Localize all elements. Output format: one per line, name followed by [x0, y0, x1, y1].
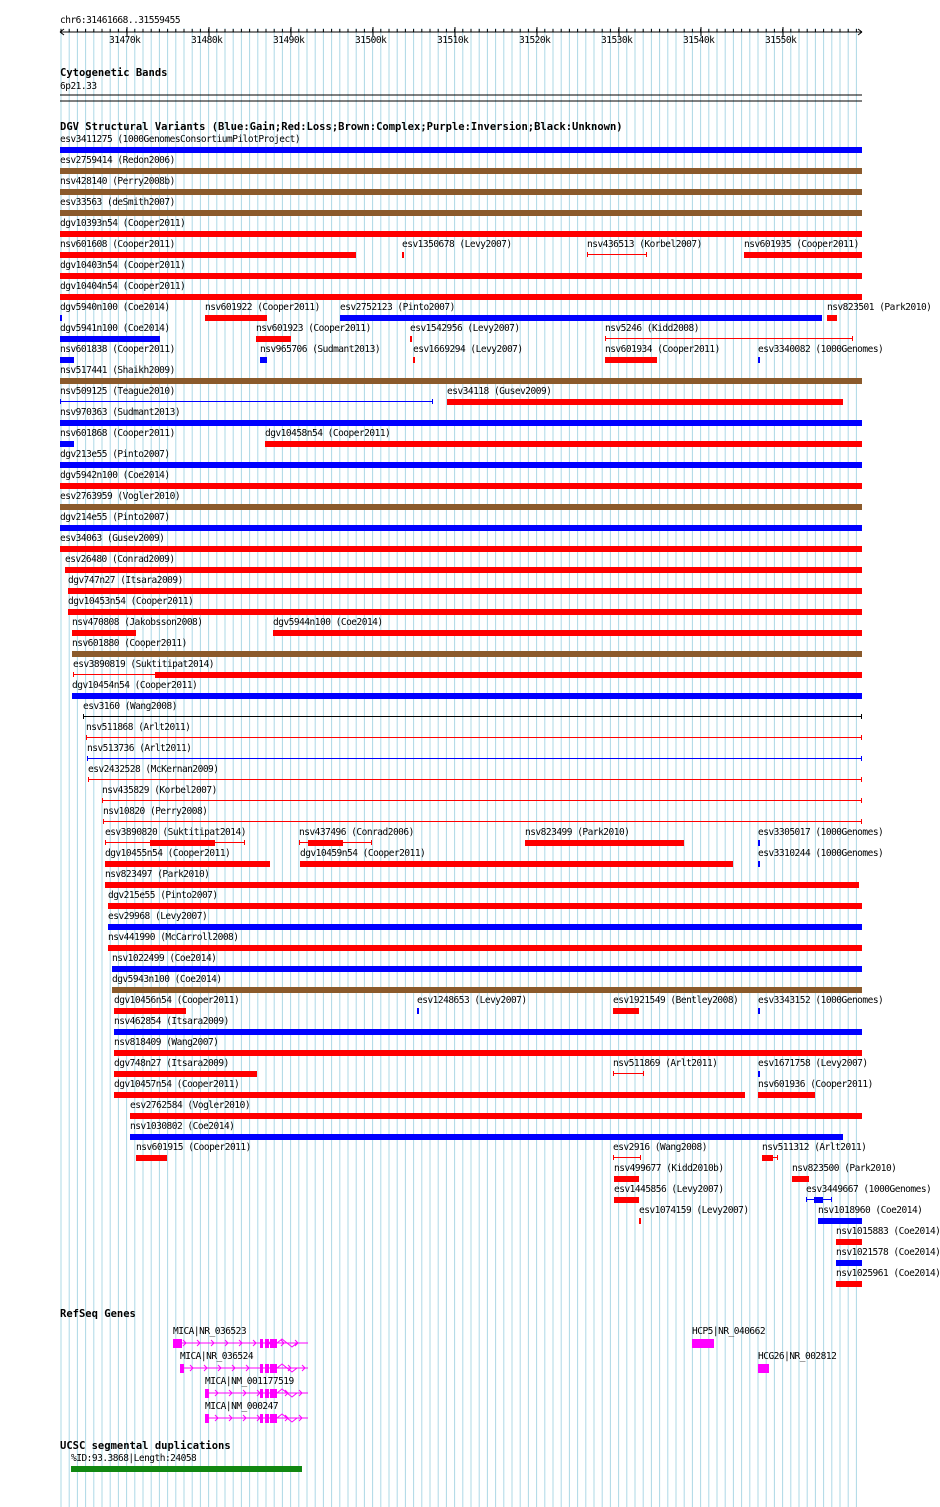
variant-end-cap: [613, 1071, 614, 1076]
variant-feature[interactable]: [836, 1281, 862, 1287]
ruler-tick-label: 31500k: [355, 35, 387, 46]
ruler-tick-label: 31520k: [519, 35, 551, 46]
variant-feature[interactable]: [114, 1050, 862, 1056]
gene-exon[interactable]: [265, 1364, 269, 1373]
variant-feature[interactable]: [72, 630, 136, 636]
variant-feature[interactable]: [60, 273, 862, 279]
variant-feature[interactable]: [613, 1157, 641, 1158]
gene-intron: [205, 1388, 312, 1398]
variant-label: nsv601923 (Cooper2011): [256, 323, 371, 334]
variant-feature[interactable]: [72, 693, 862, 699]
variant-label: esv1350678 (Levy2007): [402, 239, 512, 250]
variant-feature[interactable]: [87, 758, 862, 759]
variant-feature[interactable]: [413, 357, 415, 363]
variant-feature[interactable]: [68, 588, 862, 594]
variant-label: nsv601880 (Cooper2011): [72, 638, 187, 649]
variant-feature[interactable]: [114, 1092, 745, 1098]
variant-end-cap: [861, 819, 862, 824]
variant-label: nsv435829 (Korbel2007): [102, 785, 217, 796]
variant-label: nsv601608 (Cooper2011): [60, 239, 175, 250]
gene-label: MICA|NR_036524: [180, 1351, 254, 1362]
variant-label: nsv601838 (Cooper2011): [60, 344, 175, 355]
variant-label: dgv10454n54 (Cooper2011): [72, 680, 198, 691]
gene-exon[interactable]: [180, 1364, 184, 1373]
variant-label: nsv511869 (Arlt2011): [613, 1058, 718, 1069]
variant-label: esv1921549 (Bentley2008): [613, 995, 739, 1006]
variant-label: nsv965706 (Sudmant2013): [260, 344, 381, 355]
variant-feature[interactable]: [758, 1071, 760, 1077]
variant-feature[interactable]: [136, 1155, 167, 1161]
variant-label: dgv747n27 (Itsara2009): [68, 575, 183, 586]
gene-exon[interactable]: [270, 1414, 277, 1423]
variant-label: nsv513736 (Arlt2011): [87, 743, 192, 754]
variant-feature[interactable]: [65, 567, 862, 573]
variant-label: dgv748n27 (Itsara2009): [114, 1058, 229, 1069]
variant-end-cap: [88, 777, 89, 782]
variant-label: nsv509125 (Teague2010): [60, 386, 175, 397]
gene-exon[interactable]: [265, 1339, 269, 1348]
variant-feature[interactable]: [60, 147, 862, 153]
variant-label: dgv10404n54 (Cooper2011): [60, 281, 186, 292]
variant-label: esv2763959 (Vogler2010): [60, 491, 181, 502]
variant-end-cap: [861, 735, 862, 740]
variant-end-cap: [587, 252, 588, 257]
gene-exon[interactable]: [692, 1339, 714, 1348]
variant-label: esv3310244 (1000Genomes): [758, 848, 884, 859]
ruler-tick-label: 31470k: [109, 35, 141, 46]
segdup-label: %ID:93.3868|Length:24058: [71, 1453, 197, 1464]
gene-exon[interactable]: [205, 1414, 209, 1423]
variant-label: esv1671758 (Levy2007): [758, 1058, 868, 1069]
variant-label: esv29968 (Levy2007): [108, 911, 208, 922]
variant-label: esv1248653 (Levy2007): [417, 995, 527, 1006]
variant-feature[interactable]: [273, 630, 862, 636]
variant-feature[interactable]: [340, 315, 822, 321]
variant-end-cap: [105, 840, 106, 845]
variant-feature[interactable]: [639, 1218, 641, 1224]
variant-label: esv3305017 (1000Genomes): [758, 827, 884, 838]
variant-label: esv2759414 (Redon2006): [60, 155, 175, 166]
variant-label: dgv5940n100 (Coe2014): [60, 302, 170, 313]
variant-feature[interactable]: [60, 315, 62, 321]
variant-label: dgv10459n54 (Cooper2011): [300, 848, 426, 859]
variant-label: esv26480 (Conrad2009): [65, 554, 175, 565]
variant-feature[interactable]: [88, 779, 862, 780]
variant-end-cap: [87, 756, 88, 761]
variant-end-cap: [861, 714, 862, 719]
variant-label: esv3160 (Wang2008): [83, 701, 177, 712]
variant-feature[interactable]: [60, 294, 862, 300]
gene-exon[interactable]: [173, 1339, 182, 1348]
gene-exon[interactable]: [265, 1414, 269, 1423]
variant-label: nsv823497 (Park2010): [105, 869, 210, 880]
variant-label: nsv823500 (Park2010): [792, 1163, 897, 1174]
variant-feature[interactable]: [114, 1029, 862, 1035]
variant-label: nsv441990 (McCarroll2008): [108, 932, 239, 943]
variant-label: esv2432528 (McKernan2009): [88, 764, 219, 775]
variant-label: nsv601934 (Cooper2011): [605, 344, 720, 355]
variant-label: dgv10457n54 (Cooper2011): [114, 1079, 240, 1090]
variant-label: nsv823501 (Park2010): [827, 302, 932, 313]
variant-feature[interactable]: [102, 800, 862, 801]
variant-feature[interactable]: [60, 210, 862, 216]
variant-label: dgv5943n100 (Coe2014): [112, 974, 222, 985]
variant-label: nsv1030802 (Coe2014): [130, 1121, 235, 1132]
variant-end-cap: [640, 1155, 641, 1160]
variant-feature[interactable]: [60, 420, 862, 426]
variant-label: nsv436513 (Korbel2007): [587, 239, 702, 250]
variant-feature[interactable]: [105, 861, 270, 867]
variant-feature[interactable]: [605, 338, 853, 339]
variant-feature[interactable]: [108, 903, 862, 909]
variant-feature[interactable]: [60, 252, 356, 258]
cytoband-track-title[interactable]: Cytogenetic Bands: [60, 67, 168, 79]
variant-feature[interactable]: [83, 716, 862, 717]
variant-feature[interactable]: [60, 441, 74, 447]
variant-feature[interactable]: [130, 1113, 862, 1119]
variant-label: nsv437496 (Conrad2006): [299, 827, 414, 838]
variant-feature[interactable]: [60, 525, 862, 531]
variant-end-cap: [83, 714, 84, 719]
variant-feature-core[interactable]: [150, 840, 215, 846]
variant-feature[interactable]: [744, 252, 862, 258]
variant-label: dgv10455n54 (Cooper2011): [105, 848, 231, 859]
variant-label: nsv1018960 (Coe2014): [818, 1205, 923, 1216]
variant-label: esv1669294 (Levy2007): [413, 344, 523, 355]
variant-end-cap: [244, 840, 245, 845]
variant-label: dgv5942n100 (Coe2014): [60, 470, 170, 481]
variant-feature[interactable]: [114, 1008, 186, 1014]
variant-feature[interactable]: [836, 1260, 862, 1266]
variant-label: nsv1025961 (Coe2014): [836, 1268, 940, 1279]
variant-feature[interactable]: [758, 1008, 760, 1014]
variant-feature[interactable]: [447, 399, 843, 405]
variant-label: esv3411275 (1000GenomesConsortiumPilotProject): [60, 134, 301, 145]
variant-label: esv1542956 (Levy2007): [410, 323, 520, 334]
variant-feature[interactable]: [758, 357, 760, 363]
variant-feature[interactable]: [792, 1176, 809, 1182]
variant-feature[interactable]: [402, 252, 404, 258]
variant-label: dgv215e55 (Pinto2007): [108, 890, 218, 901]
variant-feature[interactable]: [614, 1197, 639, 1203]
variant-feature[interactable]: [818, 1218, 862, 1224]
variant-label: nsv601922 (Cooper2011): [205, 302, 320, 313]
gene-exon[interactable]: [260, 1339, 263, 1348]
variant-feature[interactable]: [60, 336, 160, 342]
variant-feature[interactable]: [105, 882, 859, 888]
variant-label: esv3343152 (1000Genomes): [758, 995, 884, 1006]
variant-feature[interactable]: [417, 1008, 419, 1014]
gene-label: MICA|NR_036523: [173, 1326, 247, 1337]
variant-label: nsv601935 (Cooper2011): [744, 239, 859, 250]
variant-label: nsv511868 (Arlt2011): [86, 722, 191, 733]
variant-end-cap: [102, 798, 103, 803]
variant-label: nsv823499 (Park2010): [525, 827, 630, 838]
dgv-track-title[interactable]: DGV Structural Variants (Blue:Gain;Red:Loss;Brown:Complex;Purple:Inversion;Black:Unknown): [60, 121, 623, 133]
variant-label: nsv470808 (Jakobsson2008): [72, 617, 203, 628]
variant-label: nsv970363 (Sudmant2013): [60, 407, 181, 418]
variant-label: esv1074159 (Levy2007): [639, 1205, 749, 1216]
variant-label: nsv428140 (Perry2008b): [60, 176, 175, 187]
variant-feature[interactable]: [130, 1134, 843, 1140]
variant-label: nsv601936 (Cooper2011): [758, 1079, 873, 1090]
ruler-tick-label: 31540k: [683, 35, 715, 46]
gene-label: MICA|NM_001177519: [205, 1376, 294, 1387]
variant-feature[interactable]: [256, 336, 291, 342]
variant-feature-core[interactable]: [762, 1155, 773, 1161]
gene-label: HCG26|NR_002812: [758, 1351, 837, 1362]
variant-label: esv3890819 (Suktitipat2014): [73, 659, 214, 670]
gene-intron: [205, 1413, 312, 1423]
variant-label: nsv818409 (Wang2007): [114, 1037, 219, 1048]
variant-end-cap: [613, 1155, 614, 1160]
variant-feature[interactable]: [60, 168, 862, 174]
variant-end-cap: [861, 798, 862, 803]
variant-label: nsv601915 (Cooper2011): [136, 1142, 251, 1153]
variant-label: esv34063 (Gusev2009): [60, 533, 165, 544]
variant-end-cap: [777, 1155, 778, 1160]
variant-feature[interactable]: [68, 609, 862, 615]
variant-feature[interactable]: [60, 357, 74, 363]
segdup-track-title[interactable]: UCSC segmental duplications: [60, 1440, 231, 1452]
variant-feature[interactable]: [827, 315, 837, 321]
variant-end-cap: [299, 840, 300, 845]
variant-label: esv1445856 (Levy2007): [614, 1184, 724, 1195]
variant-end-cap: [831, 1197, 832, 1202]
variant-feature[interactable]: [525, 840, 684, 846]
ruler-tick-label: 31490k: [273, 35, 305, 46]
ruler-tick-label: 31530k: [601, 35, 633, 46]
locus-label: chr6:31461668..31559455: [60, 15, 181, 26]
variant-end-cap: [60, 399, 61, 404]
variant-feature[interactable]: [72, 651, 862, 657]
variant-feature[interactable]: [60, 231, 862, 237]
variant-feature[interactable]: [86, 737, 862, 738]
segdup-feature[interactable]: [71, 1466, 302, 1472]
variant-end-cap: [73, 672, 74, 677]
variant-label: esv2916 (Wang2008): [613, 1142, 707, 1153]
variant-end-cap: [432, 399, 433, 404]
variant-label: nsv499677 (Kidd2010b): [614, 1163, 724, 1174]
variant-feature-core[interactable]: [308, 840, 343, 846]
variant-label: nsv462854 (Itsara2009): [114, 1016, 229, 1027]
gene-exon[interactable]: [260, 1389, 263, 1398]
ruler-tick-label: 31510k: [437, 35, 469, 46]
variant-label: nsv1022499 (Coe2014): [112, 953, 217, 964]
variant-end-cap: [861, 777, 862, 782]
variant-feature[interactable]: [836, 1239, 862, 1245]
gene-exon[interactable]: [270, 1339, 277, 1348]
variant-label: dgv10458n54 (Cooper2011): [265, 428, 391, 439]
variant-end-cap: [605, 336, 606, 341]
variant-feature[interactable]: [758, 861, 760, 867]
variant-feature[interactable]: [60, 504, 862, 510]
gene-exon[interactable]: [260, 1414, 263, 1423]
variant-feature[interactable]: [758, 840, 760, 846]
variant-feature[interactable]: [60, 546, 862, 552]
gene-intron: [173, 1338, 312, 1348]
variant-label: esv2752123 (Pinto2007): [340, 302, 455, 313]
variant-feature[interactable]: [108, 924, 862, 930]
variant-label: dgv214e55 (Pinto2007): [60, 512, 170, 523]
variant-feature[interactable]: [108, 945, 862, 951]
variant-label: dgv213e55 (Pinto2007): [60, 449, 170, 460]
variant-feature[interactable]: [605, 357, 657, 363]
variant-label: nsv1015883 (Coe2014): [836, 1226, 940, 1237]
cytoband-label: 6p21.33: [60, 81, 97, 92]
variant-label: dgv5941n100 (Coe2014): [60, 323, 170, 334]
variant-feature[interactable]: [112, 966, 862, 972]
variant-end-cap: [86, 735, 87, 740]
gene-exon[interactable]: [205, 1389, 209, 1398]
variant-end-cap: [806, 1197, 807, 1202]
gene-intron: [180, 1363, 312, 1373]
variant-feature[interactable]: [613, 1073, 644, 1074]
variant-feature[interactable]: [260, 357, 267, 363]
variant-feature[interactable]: [265, 441, 862, 447]
variant-label: esv3890820 (Suktitipat2014): [105, 827, 246, 838]
variant-feature[interactable]: [60, 483, 862, 489]
variant-feature[interactable]: [758, 1092, 815, 1098]
variant-label: esv2762584 (Vogler2010): [130, 1100, 251, 1111]
variant-feature[interactable]: [614, 1176, 639, 1182]
gene-exon[interactable]: [270, 1389, 277, 1398]
variant-feature[interactable]: [587, 254, 647, 255]
variant-label: nsv511312 (Arlt2011): [762, 1142, 867, 1153]
gene-label: MICA|NM_000247: [205, 1401, 279, 1412]
variant-label: esv33563 (deSmith2007): [60, 197, 175, 208]
variant-feature[interactable]: [60, 401, 433, 402]
variant-feature[interactable]: [300, 861, 733, 867]
ruler-tick-label: 31550k: [765, 35, 797, 46]
variant-feature[interactable]: [205, 315, 267, 321]
variant-label: esv3449667 (1000Genomes): [806, 1184, 932, 1195]
variant-feature[interactable]: [103, 821, 862, 822]
variant-label: nsv1021578 (Coe2014): [836, 1247, 940, 1258]
variant-feature[interactable]: [613, 1008, 639, 1014]
variant-label: dgv10393n54 (Cooper2011): [60, 218, 186, 229]
variant-feature[interactable]: [60, 378, 862, 384]
variant-feature[interactable]: [112, 987, 862, 993]
gene-exon[interactable]: [270, 1364, 277, 1373]
variant-label: esv34118 (Gusev2009): [447, 386, 552, 397]
gene-exon[interactable]: [265, 1389, 269, 1398]
variant-label: dgv5944n100 (Coe2014): [273, 617, 383, 628]
variant-end-cap: [646, 252, 647, 257]
variant-label: dgv10453n54 (Cooper2011): [68, 596, 194, 607]
gene-label: HCP5|NR_040662: [692, 1326, 766, 1337]
variant-end-cap: [371, 840, 372, 845]
variant-feature[interactable]: [114, 1071, 257, 1077]
variant-label: nsv601868 (Cooper2011): [60, 428, 175, 439]
variant-end-cap: [852, 336, 853, 341]
variant-feature[interactable]: [60, 462, 862, 468]
variant-label: nsv10820 (Perry2008): [103, 806, 208, 817]
ruler-tick-label: 31480k: [191, 35, 223, 46]
variant-end-cap: [103, 819, 104, 824]
variant-label: nsv5246 (Kidd2008): [605, 323, 699, 334]
gene-exon[interactable]: [758, 1364, 769, 1373]
variant-feature-core[interactable]: [814, 1197, 823, 1203]
variant-label: esv3340082 (1000Genomes): [758, 344, 884, 355]
variant-feature[interactable]: [60, 189, 862, 195]
variant-end-cap: [643, 1071, 644, 1076]
variant-feature[interactable]: [410, 336, 412, 342]
variant-label: nsv517441 (Shaikh2009): [60, 365, 175, 376]
variant-label: dgv10456n54 (Cooper2011): [114, 995, 240, 1006]
variant-feature-core[interactable]: [155, 672, 862, 678]
variant-end-cap: [861, 756, 862, 761]
refseq-track-title[interactable]: RefSeq Genes: [60, 1308, 136, 1320]
variant-label: dgv10403n54 (Cooper2011): [60, 260, 186, 271]
gene-exon[interactable]: [260, 1364, 263, 1373]
